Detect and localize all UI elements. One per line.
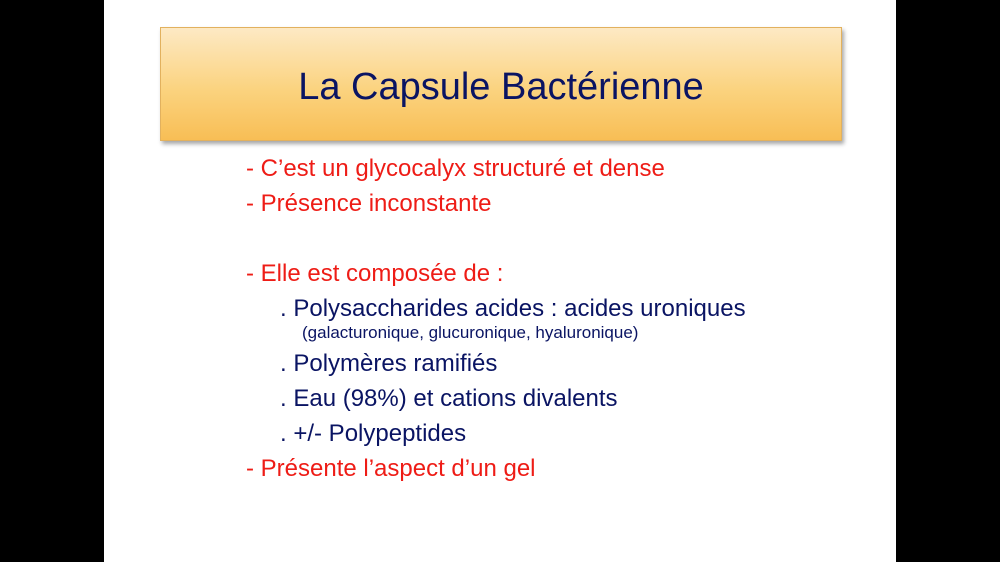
bullet-composition: - Elle est composée de : [246,260,504,287]
sub-bullet-eau: . Eau (98%) et cations divalents [280,385,618,412]
bullet-gel: - Présente l’aspect d’un gel [246,455,536,482]
bullet-presence: - Présence inconstante [246,190,492,217]
title-box [160,27,842,141]
sub-bullet-note: (galacturonique, glucuronique, hyaluronique) [302,323,639,342]
slide [104,0,896,562]
sub-bullet-polypeptides: . +/- Polypeptides [280,420,467,447]
slide-title: La Capsule Bactérienne [298,65,704,108]
sub-bullet-polymeres: . Polymères ramifiés [280,350,498,377]
bullet-glycocalyx: - C’est un glycocalyx structuré et dense [246,155,665,182]
sub-bullet-polysaccharides: . Polysaccharides acides : acides uroniques [280,295,746,322]
